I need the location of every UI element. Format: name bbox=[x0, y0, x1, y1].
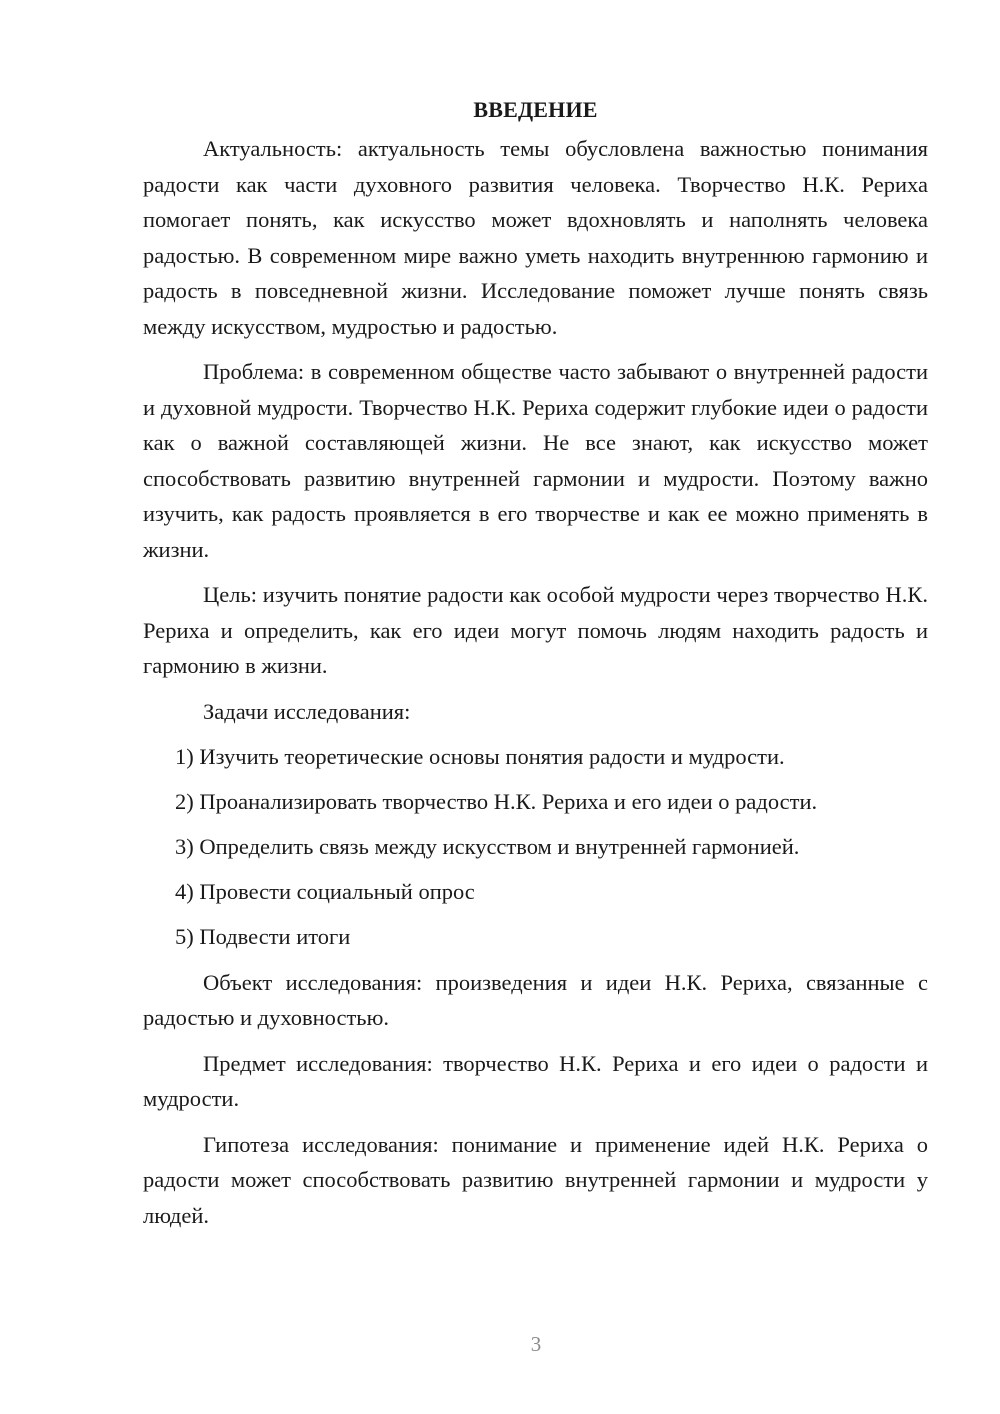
list-item: 1) Изучить теоретические основы понятия радости и мудрости. bbox=[175, 744, 785, 769]
list-item: 4) Провести социальный опрос bbox=[175, 879, 475, 904]
page-number: 3 bbox=[530, 1332, 542, 1356]
list-item: 5) Подвести итоги bbox=[175, 924, 351, 949]
section-title: ВВЕДЕНИЕ bbox=[473, 97, 598, 122]
list-item: 2) Проанализировать творчество Н.К. Рериха и его идеи о радости. bbox=[175, 789, 818, 814]
list-item: 3) Определить связь между искусством и внутренней гармонией. bbox=[175, 834, 800, 859]
paragraph-problem: Проблема: в современном обществе часто забывают о внутренней радости и духовной мудрости. Творчество Н.К. Рериха содержит глубокие идеи о радости как о важной составляющей жизни. Не все знают, как искусство может способствовать развитию внутренней гармонии и мудрости. Поэтому важно изучить, как радость проявляется в его творчестве и как ее можно применять в жизни. bbox=[143, 359, 928, 562]
paragraph-object: Объект исследования: произведения и идеи Н.К. Рериха, связанные с радостью и духовностью. bbox=[143, 969, 928, 1030]
paragraph-subject: Предмет исследования: творчество Н.К. Рериха и его идеи о радости и мудрости. bbox=[143, 1050, 928, 1111]
paragraph-relevance: Актуальность: актуальность темы обусловлена важностью понимания радости как части духовного развития человека. Творчество Н.К. Рериха помогает понять, как искусство может вдохновлять и наполнять человека радостью. В современном мире важно уметь находить внутреннюю гармонию и радость в повседневной жизни. Исследование поможет лучше понять связь между искусством, мудростью и радостью. bbox=[143, 136, 928, 339]
page-content bbox=[143, 93, 928, 1243]
paragraph-goal: Цель: изучить понятие радости как особой мудрости через творчество Н.К. Рериха и определить, как его идеи могут помочь людям находить радость и гармонию в жизни. bbox=[143, 582, 928, 678]
tasks-heading: Задачи исследования: bbox=[203, 698, 411, 724]
tasks-list bbox=[143, 739, 928, 955]
paragraph-hypothesis: Гипотеза исследования: понимание и применение идей Н.К. Рериха о радости может способствовать развитию внутренней гармонии и мудрости у людей. bbox=[143, 1131, 928, 1228]
